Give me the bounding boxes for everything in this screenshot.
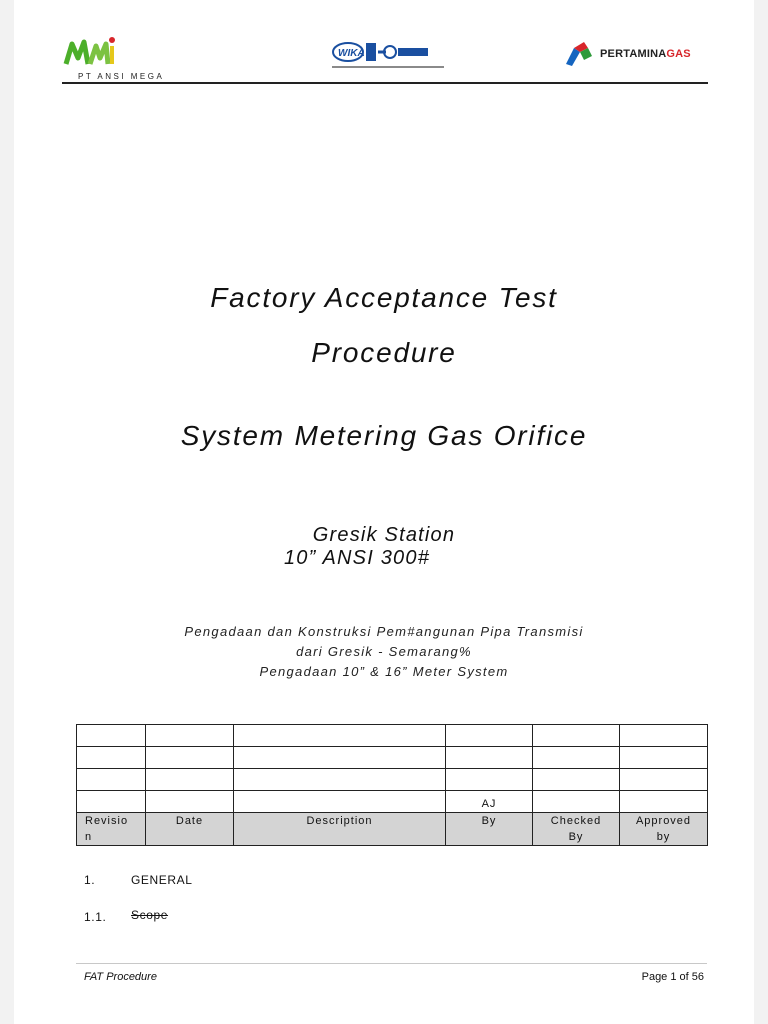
station-spec: 10” ANSI 300# [283,547,431,569]
svg-text:WIKA: WIKA [338,48,365,59]
pertamina-wordmark [600,48,691,60]
document-title-line1: Factory Acceptance Test [210,282,558,313]
col-header-by: By [446,813,533,846]
table-row [77,769,708,791]
pertamina-wordmark-gas: GAS [666,48,691,60]
station-name: Gresik Station [312,524,456,546]
project-line3: Pengadaan 10” & 16” Meter System [259,664,509,679]
wika-logo-icon [332,40,444,66]
wika-logo [332,40,444,70]
section-title: GENERAL [131,873,193,887]
ansi-logo-caption: PT ANSI MEGA [78,72,165,81]
col-header-date: Date [146,813,234,846]
document-page [14,0,754,1024]
table-row [77,747,708,769]
document-header [62,28,708,84]
col-header-description: Description [234,813,446,846]
pertamina-gas-logo [562,40,708,66]
pertamina-arrow-icon [562,40,596,66]
subsection-number: 1.1. [84,910,107,924]
wika-caption-line [332,66,444,68]
col-header-approved-by: Approved by [620,813,708,846]
footer-divider [76,963,707,964]
project-line2: dari Gresik - Semarang% [296,644,472,659]
ansi-logo-icon [62,34,122,68]
subsection-title: Scope [131,908,169,922]
ansi-mega-logo [62,34,172,84]
footer-page-number: Page 1 of 56 [641,971,704,983]
header-divider [62,82,708,84]
col-header-checked-by: Checked By [533,813,620,846]
table-row [77,791,708,813]
section-number: 1. [84,873,96,887]
pertamina-wordmark-name: PERTAMINA [600,48,667,60]
footer-document-name: FAT Procedure [84,971,157,983]
table-row [77,725,708,747]
table-header-row [77,813,708,846]
document-subtitle: System Metering Gas Orifice [180,420,588,451]
col-header-revision: Revisio n [77,813,146,846]
by-cell-value: AJ [481,798,497,810]
document-title-line2: Procedure [311,337,457,368]
project-line1: Pengadaan dan Konstruksi Pem#angunan Pipa Transmisi [184,624,584,639]
revision-table [76,724,708,846]
